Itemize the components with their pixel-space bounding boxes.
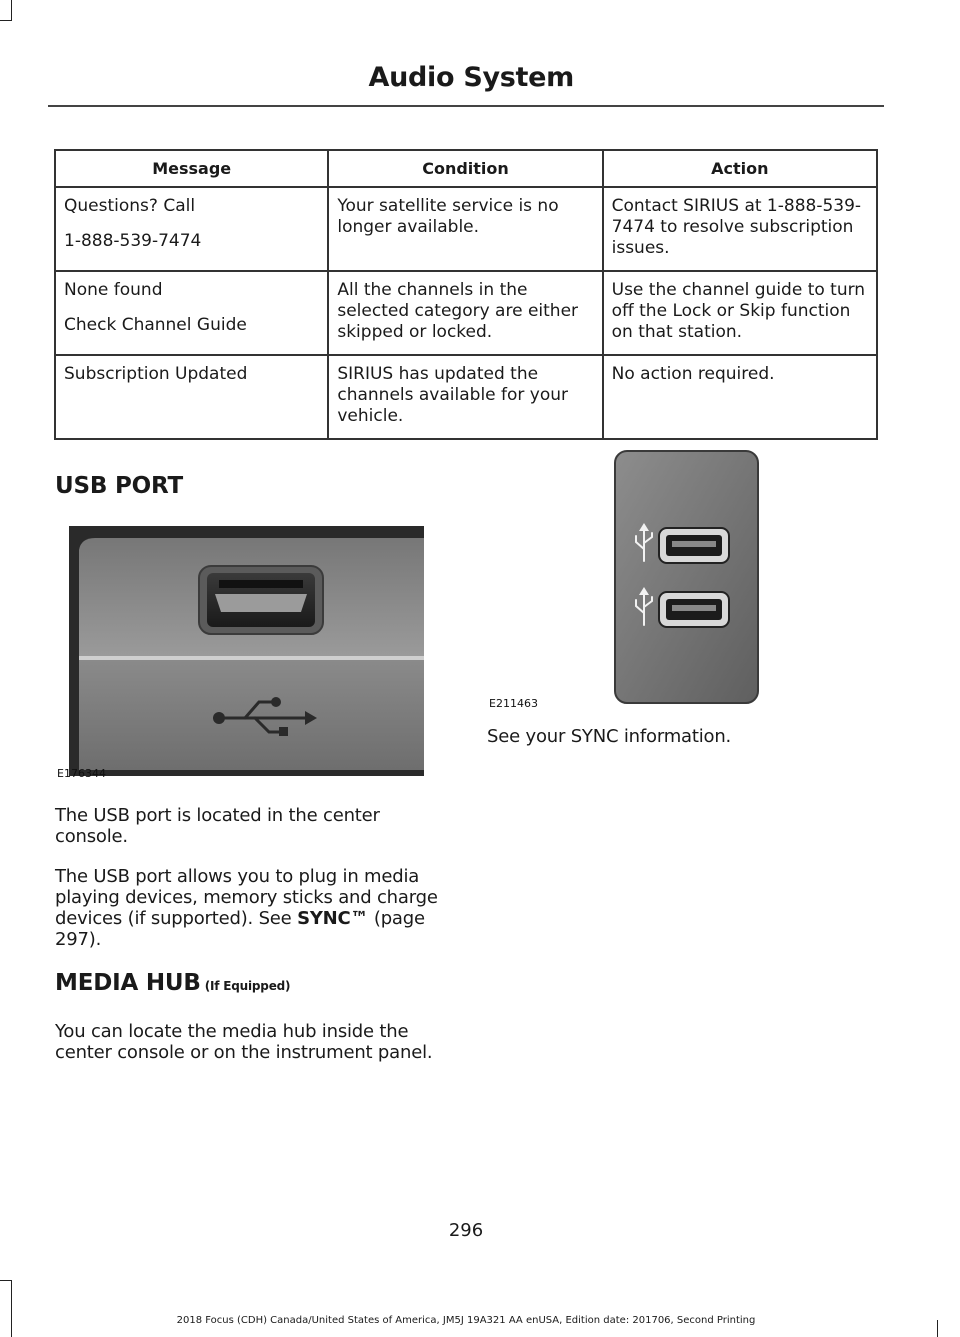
message-table bbox=[54, 149, 878, 440]
crop-mark bbox=[11, 1280, 12, 1337]
usb-port-drawing bbox=[55, 526, 430, 781]
media-hub-paragraph: You can locate the media hub inside the center console or on the instrument panel. bbox=[55, 1021, 433, 1063]
usb-port-paragraph bbox=[55, 866, 450, 950]
message-line: Questions? Call bbox=[64, 196, 196, 216]
column-header-condition: Condition bbox=[328, 150, 602, 187]
usb-port-paragraph: The USB port is located in the center console. bbox=[55, 805, 380, 847]
condition-cell: Your satellite service is no longer available. bbox=[328, 187, 602, 271]
crop-mark bbox=[0, 1280, 12, 1281]
table-header-row bbox=[55, 150, 877, 187]
action-cell: Contact SIRIUS at 1-888-539-7474 to resolve subscription issues. bbox=[603, 187, 877, 271]
media-hub-heading-text: MEDIA HUB bbox=[55, 970, 201, 996]
column-header-action: Action bbox=[603, 150, 877, 187]
table-row bbox=[55, 187, 877, 271]
crop-mark bbox=[937, 1320, 938, 1337]
header-rule bbox=[48, 105, 884, 107]
if-equipped-qualifier: (If Equipped) bbox=[204, 979, 291, 993]
message-cell bbox=[55, 187, 328, 271]
condition-cell: All the channels in the selected category are either skipped or locked. bbox=[328, 271, 602, 355]
usb-port-illustration bbox=[55, 526, 430, 781]
action-cell: No action required. bbox=[603, 355, 877, 439]
usb-port-text: The USB port allows you to plug in media playing devices, memory sticks and charge devices (if supported). See bbox=[55, 866, 438, 929]
figure-id: E211463 bbox=[489, 697, 538, 710]
condition-cell: SIRIUS has updated the channels available for your vehicle. bbox=[328, 355, 602, 439]
media-hub-drawing bbox=[612, 449, 762, 707]
sync-reference-link[interactable]: SYNC™ bbox=[297, 908, 369, 929]
message-cell bbox=[55, 355, 328, 439]
crop-mark bbox=[11, 0, 12, 20]
message-line: Subscription Updated bbox=[64, 364, 248, 384]
crop-mark bbox=[0, 20, 12, 21]
message-line: Check Channel Guide bbox=[64, 315, 247, 335]
message-line: 1-888-539-7474 bbox=[64, 231, 202, 251]
page-title: Audio System bbox=[368, 62, 574, 93]
media-hub-heading bbox=[55, 970, 290, 996]
footer-text: 2018 Focus (CDH) Canada/United States of America, JM5J 19A321 AA enUSA, Edition date: 201706, Second Printing bbox=[176, 1315, 756, 1326]
column-header-message: Message bbox=[55, 150, 328, 187]
sync-info-paragraph: See your SYNC information. bbox=[487, 726, 732, 747]
page-number: 296 bbox=[448, 1220, 484, 1241]
action-cell: Use the channel guide to turn off the Lock or Skip function on that station. bbox=[603, 271, 877, 355]
table-row bbox=[55, 271, 877, 355]
usb-port-heading: USB PORT bbox=[55, 473, 183, 499]
figure-id: E176344 bbox=[57, 767, 106, 780]
usb-port-text: (page 297). bbox=[55, 908, 425, 950]
media-hub-illustration bbox=[612, 449, 762, 707]
table-row bbox=[55, 355, 877, 439]
message-cell bbox=[55, 271, 328, 355]
message-line: None found bbox=[64, 280, 163, 300]
